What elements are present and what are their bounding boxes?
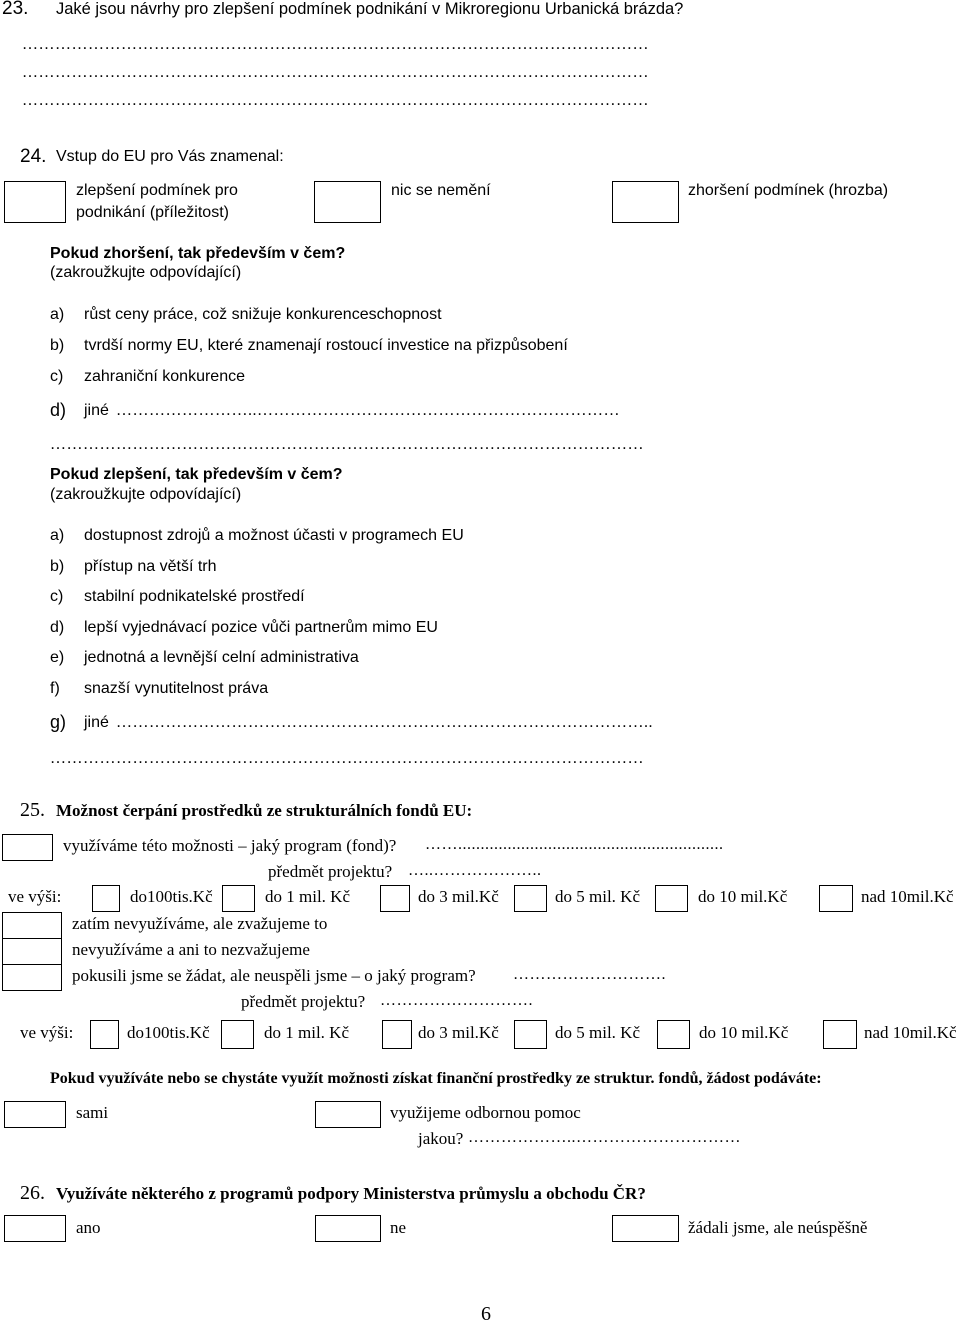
checkbox-apply-help[interactable]	[315, 1101, 381, 1128]
using-program-answer[interactable]: ……...........................................................	[425, 836, 724, 853]
better-item-text: dostupnost zdrojů a možnost účasti v programech EU	[84, 527, 464, 544]
tried-program-answer[interactable]: ……………………….	[513, 966, 666, 983]
not-considering-label: nevyužíváme a ani to nezvažujeme	[72, 940, 310, 959]
option-no-change: nic se nemění	[391, 182, 491, 199]
amount2-option: nad 10mil.Kč	[864, 1023, 957, 1042]
checkbox-amount2-2[interactable]	[221, 1020, 254, 1049]
checkbox-not-considering[interactable]	[2, 938, 62, 965]
amount2-option: do 5 mil. Kč	[555, 1023, 640, 1042]
checkbox-no[interactable]	[315, 1215, 381, 1242]
amount-option: do 10 mil.Kč	[698, 887, 788, 906]
subject-label: předmět projektu?	[268, 862, 393, 881]
amount2-option: do 10 mil.Kč	[699, 1023, 789, 1042]
checkbox-failed[interactable]	[612, 1215, 679, 1242]
which-label: jakou?	[418, 1129, 464, 1148]
checkbox-amount-4[interactable]	[514, 885, 547, 912]
better-hint: (zakroužkujte odpovídající)	[50, 486, 242, 503]
amount-option: do 1 mil. Kč	[265, 887, 350, 906]
better-other-answer[interactable]: ……………………………………………………………………………………..	[116, 714, 653, 731]
checkbox-improvement[interactable]	[4, 181, 66, 223]
checkbox-amount-6[interactable]	[819, 885, 853, 912]
better-other-answer-line2[interactable]: ………………………………………………………………………………………………	[50, 750, 644, 767]
amount-option: nad 10mil.Kč	[861, 887, 954, 906]
amount2-label: ve výši:	[20, 1023, 74, 1042]
q24-number: 24.	[20, 146, 47, 167]
worse-other-answer[interactable]: ……………………..…………………………………………………………	[116, 402, 620, 419]
amount2-option: do 1 mil. Kč	[264, 1023, 349, 1042]
q23-question: Jaké jsou návrhy pro zlepšení podmínek podnikání v Mikroregionu Urbanická brázda?	[56, 0, 684, 18]
q26-number: 26.	[20, 1182, 45, 1204]
checkbox-amount2-1[interactable]	[90, 1020, 119, 1049]
checkbox-amount-5[interactable]	[655, 885, 688, 912]
better-other-label: jiné	[84, 714, 109, 731]
amount-label: ve výši:	[8, 887, 62, 906]
worse-hint: (zakroužkujte odpovídající)	[50, 264, 242, 281]
amount2-option: do100tis.Kč	[127, 1023, 210, 1042]
checkbox-amount2-4[interactable]	[514, 1020, 547, 1049]
tried-label: pokusili jsme se žádat, ale neuspěli jsme – o jaký program?	[72, 966, 476, 985]
worse-item-letter[interactable]: c)	[50, 368, 64, 385]
better-item-text: lepší vyjednávací pozice vůči partnerům mimo EU	[84, 619, 438, 636]
worse-other-label: jiné	[84, 402, 109, 419]
amount-option: do 5 mil. Kč	[555, 887, 640, 906]
worse-item-text: růst ceny práce, což snižuje konkurenceschopnost	[84, 306, 442, 323]
worse-item-text: zahraniční konkurence	[84, 368, 245, 385]
checkbox-amount-1[interactable]	[92, 885, 120, 912]
checkbox-tried[interactable]	[2, 964, 62, 991]
checkbox-amount2-3[interactable]	[382, 1020, 412, 1049]
q23-answer-line-3[interactable]: ……………………………………………………………………………………………………	[22, 92, 649, 109]
q25-question: Možnost čerpání prostředků ze strukturálních fondů EU:	[56, 801, 473, 820]
checkbox-worsening[interactable]	[612, 181, 679, 223]
page-number: 6	[481, 1303, 491, 1325]
amount2-option: do 3 mil.Kč	[418, 1023, 499, 1042]
better-item-letter[interactable]: b)	[50, 558, 65, 575]
apply-help-label: využijeme odbornou pomoc	[390, 1103, 581, 1122]
using-label: využíváme této možnosti – jaký program (fond)?	[63, 836, 397, 855]
q26-question: Využíváte některého z programů podpory Ministerstva průmyslu a obchodu ČR?	[56, 1184, 646, 1203]
no-label: ne	[390, 1218, 407, 1237]
worse-item-letter[interactable]: b)	[50, 337, 65, 354]
worse-other-letter[interactable]: d)	[50, 400, 67, 420]
checkbox-not-yet[interactable]	[2, 912, 62, 939]
worse-heading: Pokud zhoršení, tak především v čem?	[50, 245, 346, 262]
q23-answer-line-1[interactable]: ……………………………………………………………………………………………………	[22, 36, 649, 53]
option-worsening: zhoršení podmínek (hrozba)	[688, 182, 889, 199]
better-item-text: přístup na větší trh	[84, 558, 217, 575]
not-yet-label: zatím nevyužíváme, ale zvažujeme to	[72, 914, 328, 933]
checkbox-using[interactable]	[2, 834, 53, 861]
amount-option: do 3 mil.Kč	[418, 887, 499, 906]
checkbox-no-change[interactable]	[314, 181, 381, 223]
q23-answer-line-2[interactable]: ……………………………………………………………………………………………………	[22, 64, 649, 81]
apply-heading: Pokud využíváte nebo se chystáte využít možnosti získat finanční prostředky ze struktur. fondů, žádost podáváte:	[50, 1070, 822, 1087]
option-improvement-line2: podnikání (příležitost)	[76, 204, 229, 221]
subject2-answer[interactable]: ……………………….	[380, 992, 533, 1009]
checkbox-amount2-5[interactable]	[657, 1020, 690, 1049]
subject-answer[interactable]: …..………………..	[408, 862, 542, 879]
which-answer[interactable]: ………………..…………………………	[468, 1129, 741, 1146]
checkbox-apply-self[interactable]	[4, 1101, 66, 1128]
checkbox-amount-2[interactable]	[222, 885, 255, 912]
better-item-letter[interactable]: d)	[50, 619, 65, 636]
better-heading: Pokud zlepšení, tak především v čem?	[50, 466, 343, 483]
worse-other-answer-line2[interactable]: ………………………………………………………………………………………………	[50, 436, 644, 453]
option-improvement-line1: zlepšení podmínek pro	[76, 182, 238, 199]
checkbox-amount-3[interactable]	[380, 885, 410, 912]
q24-question: Vstup do EU pro Vás znamenal:	[56, 148, 284, 165]
better-item-letter[interactable]: f)	[50, 680, 60, 697]
better-item-letter[interactable]: c)	[50, 588, 64, 605]
amount-option: do100tis.Kč	[130, 887, 213, 906]
worse-item-text: tvrdší normy EU, které znamenají rostoucí investice na přizpůsobení	[84, 337, 568, 354]
better-item-text: jednotná a levnější celní administrativa	[84, 649, 359, 666]
better-item-text: stabilní podnikatelské prostředí	[84, 588, 305, 605]
subject2-label: předmět projektu?	[241, 992, 366, 1011]
better-item-letter[interactable]: e)	[50, 649, 65, 666]
worse-item-letter[interactable]: a)	[50, 306, 65, 323]
checkbox-amount2-6[interactable]	[823, 1020, 857, 1049]
checkbox-yes[interactable]	[4, 1215, 66, 1242]
better-item-text: snazší vynutitelnost práva	[84, 680, 269, 697]
failed-label: žádali jsme, ale neúspěšně	[688, 1218, 868, 1237]
better-other-letter[interactable]: g)	[50, 712, 67, 732]
better-item-letter[interactable]: a)	[50, 527, 65, 544]
q23-number: 23.	[2, 0, 29, 19]
apply-self-label: sami	[76, 1103, 109, 1122]
q25-number: 25.	[20, 799, 45, 821]
yes-label: ano	[76, 1218, 101, 1237]
